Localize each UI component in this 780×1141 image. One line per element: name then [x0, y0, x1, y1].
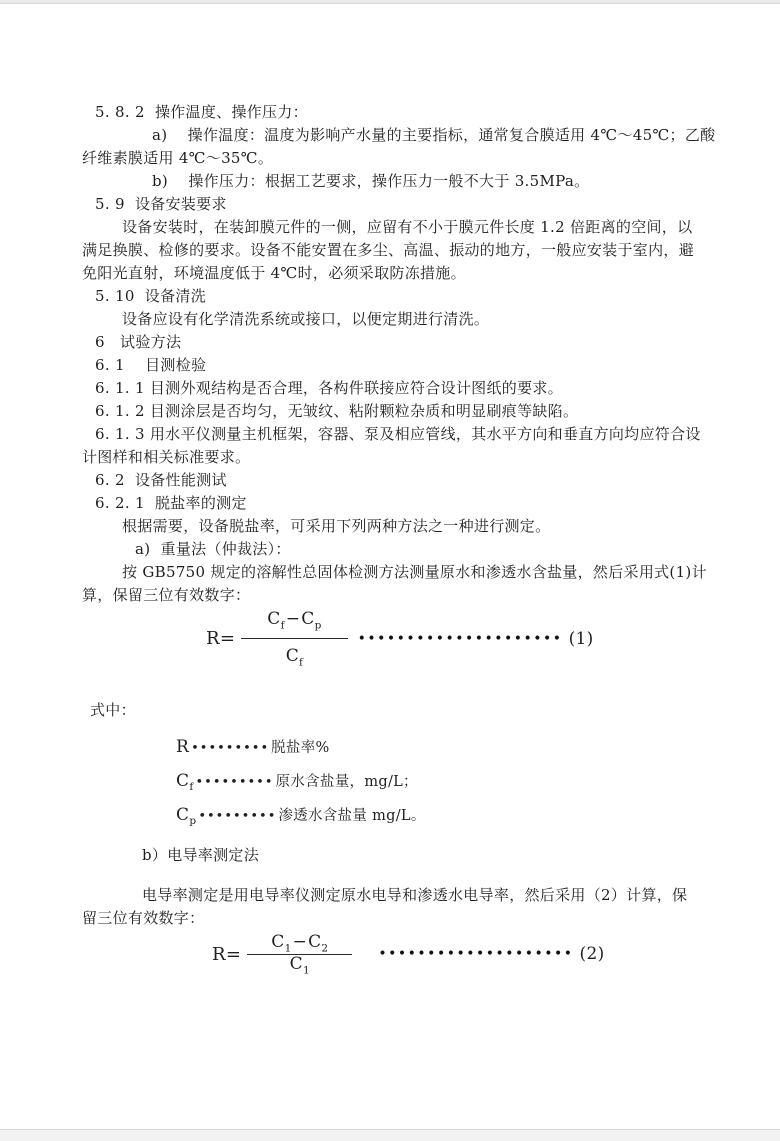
item-a-gravimetric: a) 重量法（仲裁法）：: [135, 540, 291, 558]
definition-Cf: $C_f$ ••••••••• 原水含盐量，mg/L；: [176, 770, 418, 793]
heading-6-2-1: 6. 2. 1 脱盐率的测定: [95, 494, 247, 512]
formula-2-fraction: [247, 932, 352, 977]
item-b-pressure: b) 操作压力：根据工艺要求，操作压力一般不大于 3.5MPa。: [152, 172, 590, 190]
definition-Cp: $C_p$ ••••••••• 渗透水含盐量 mg/L。: [176, 804, 426, 827]
document-content: [0, 101, 780, 977]
heading-5-10: 5. 10 设备清洗: [95, 287, 207, 305]
heading-6-2: 6. 2 设备性能测试: [95, 471, 227, 489]
item-a-temperature: a) 操作温度：温度为影响产水量的主要指标，通常复合膜适用 4℃～45℃；乙酸: [152, 126, 716, 144]
item-a-cont: 纤维素膜适用 4℃～35℃。: [82, 149, 274, 167]
formula-1-denominator: $C_f$: [285, 646, 304, 669]
formula-2-denominator: $C_1$: [289, 954, 310, 977]
formula-1: [206, 609, 780, 669]
page-bottom-edge: [0, 1129, 780, 1141]
formula-2-numerator: $C_1-C_2$: [247, 932, 352, 955]
formula-2: [212, 932, 780, 977]
para-conductivity-2: 留三位有效数字：: [82, 908, 205, 927]
dotted-leader: •••••••••: [198, 808, 277, 824]
dotted-leader: •••••••••: [195, 774, 274, 790]
heading-6: 6 试验方法: [95, 333, 182, 351]
heading-5-9: 5. 9 设备安装要求: [95, 195, 227, 213]
para-conductivity-1: 电导率测定是用电导率仪测定原水电导和渗透水电导率，然后采用（2）计算，保: [142, 885, 688, 904]
clause-6-1-2: 6. 1. 2 目测涂层是否均匀，无皱纹、粘附颗粒杂质和明显刷痕等缺陷。: [95, 402, 579, 420]
para-gb5750-2: 算，保留三位有效数字：: [82, 586, 251, 604]
para-gb5750-1: 按 GB5750 规定的溶解性总固体检测方法测量原水和渗透水含盐量，然后采用式(1)计: [122, 563, 707, 581]
clause-6-1-1: 6. 1. 1 目测外观结构是否合理，各构件联接应符合设计图纸的要求。: [95, 379, 563, 397]
item-b-conductivity-heading: b）电导率测定法: [142, 845, 260, 864]
where-label: 式中：: [90, 700, 136, 719]
para-install-2: 满足换膜、检修的要求。设备不能安置在多尘、高温、振动的地方，一般应安装于室内，避: [82, 241, 695, 259]
clause-6-1-3: 6. 1. 3 用水平仪测量主机框架，容器、泵及相应管线，其水平方向和垂直方向均应符合设: [95, 425, 701, 443]
formula-1-lhs: R=: [206, 628, 236, 650]
dotted-leader: •••••••••: [191, 740, 270, 756]
heading-6-1: 6. 1 目测检验: [95, 356, 207, 374]
formula-1-numerator: $C_f-C_p$: [241, 609, 347, 639]
formula-2-lhs: R=: [212, 943, 242, 965]
page-top-edge: [0, 0, 780, 4]
equation-number-1: (1): [568, 628, 594, 649]
equation-number-2: (2): [579, 944, 605, 965]
para-desalination: 根据需要，设备脱盐率，可采用下列两种方法之一种进行测定。: [122, 517, 551, 535]
definition-R: R ••••••••• 脱盐率%: [176, 736, 330, 757]
heading-5-8-2: 5. 8. 2 操作温度、操作压力：: [95, 103, 308, 121]
dotted-leader: ••••••••••••••••••••: [378, 946, 574, 963]
dotted-leader: •••••••••••••••••••••: [357, 630, 563, 647]
para-install-3: 免阳光直射，环境温度低于 4℃时，必须采取防冻措施。: [82, 264, 466, 282]
symbol-definitions: [0, 730, 780, 832]
clause-6-1-3-cont: 计图样和相关标准要求。: [82, 448, 251, 466]
formula-1-fraction: [241, 609, 347, 669]
para-install-1: 设备安装时，在装卸膜元件的一侧，应留有不小于膜元件长度 1.2 倍距离的空间，以: [122, 218, 693, 236]
para-cleaning: 设备应设有化学清洗系统或接口，以便定期进行清洗。: [122, 310, 490, 328]
